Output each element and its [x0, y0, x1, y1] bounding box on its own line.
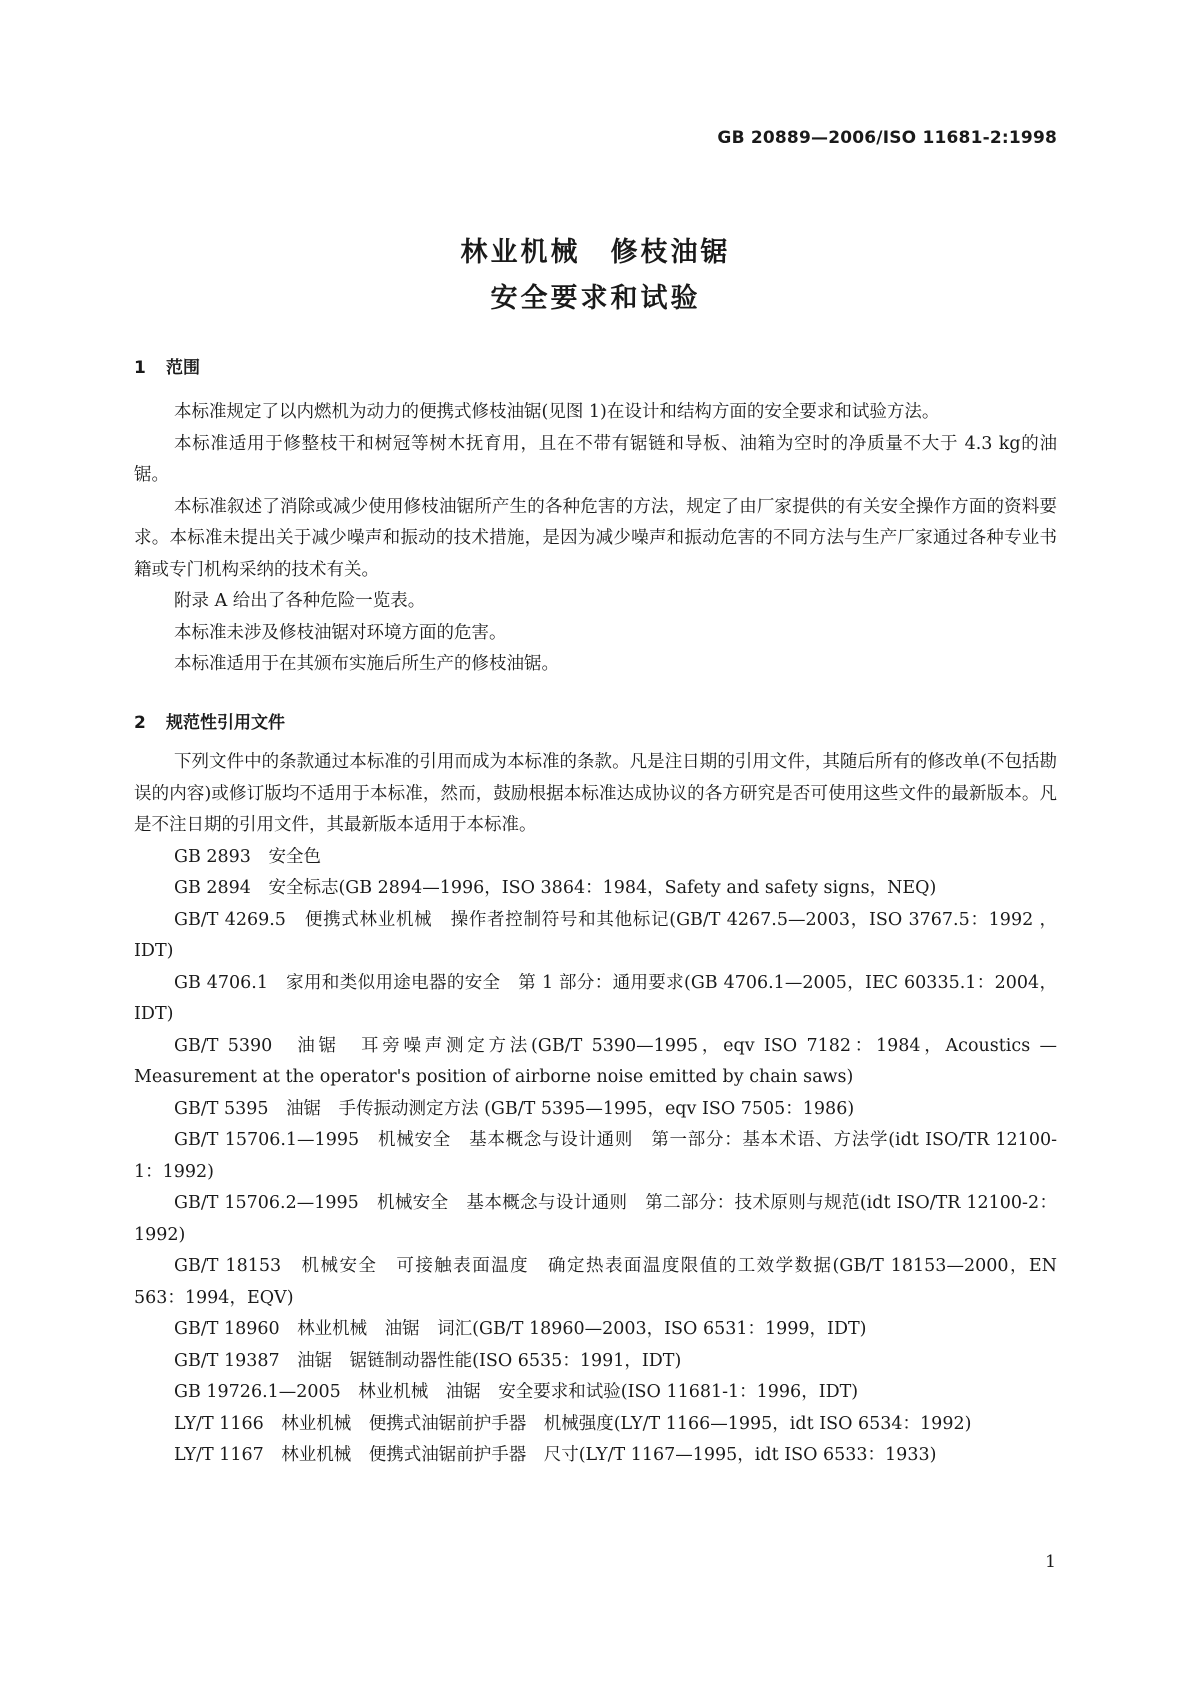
page-title-line1: 林业机械 修枝油锯 [460, 237, 731, 268]
section-number: 1 [134, 358, 146, 378]
reference-item: GB/T 18960 林业机械 油锯 词汇(GB/T 18960—2003，ISO 6531：1999，IDT) [174, 1319, 867, 1339]
reference-item: GB/T 5395 油锯 手传振动测定方法 (GB/T 5395—1995，eqv ISO 7505：1986) [174, 1098, 855, 1119]
paragraph: 附录 A 给出了各种危险一览表。 [174, 591, 426, 611]
reference-item: GB/T 18153 机械安全 可接触表面温度 确定热表面温度限值的工效学数据(GB/T 18153—2000，EN 563：1994，EQV) [134, 1256, 1057, 1308]
section-1-body [134, 397, 1057, 681]
reference-item: GB/T 19387 油锯 锯链制动器性能(ISO 6535：1991，IDT) [174, 1350, 682, 1371]
section-2-body [134, 747, 1057, 1472]
section-title: 范围 [166, 358, 200, 378]
paragraph: 本标准规定了以内燃机为动力的便携式修枝油锯(见图 1)在设计和结构方面的安全要求和试验方法。 [174, 402, 940, 422]
reference-item: GB/T 5390 油锯 耳旁噪声测定方法(GB/T 5390—1995，eqv ISO 7182：1984，Acoustics — Measurement at the operator's position of airborne noise emitted by chain saws) [134, 1035, 1057, 1087]
section-title: 规范性引用文件 [166, 713, 285, 733]
paragraph: 本标准适用于修整枝干和树冠等树木抚育用，且在不带有锯链和导板、油箱为空时的净质量不大于 4.3 kg的油锯。 [134, 433, 1057, 485]
paragraph: 本标准适用于在其颁布实施后所生产的修枝油锯。 [174, 654, 559, 674]
reference-item: GB 19726.1—2005 林业机械 油锯 安全要求和试验(ISO 11681-1：1996，IDT) [174, 1382, 859, 1402]
reference-item: GB/T 4269.5 便携式林业机械 操作者控制符号和其他标记(GB/T 4267.5—2003，ISO 3767.5：1992 ，IDT) [134, 909, 1057, 961]
reference-item: GB 4706.1 家用和类似用途电器的安全 第 1 部分：通用要求(GB 4706.1—2005，IEC 60335.1：2004，IDT) [134, 972, 1057, 1024]
paragraph: 本标准未涉及修枝油锯对环境方面的危害。 [174, 622, 507, 643]
section-number: 2 [134, 713, 146, 733]
reference-item: GB/T 15706.1—1995 机械安全 基本概念与设计通则 第一部分：基本术语、方法学(idt ISO/TR 12100-1：1992) [134, 1130, 1057, 1182]
paragraph: 下列文件中的条款通过本标准的引用而成为本标准的条款。凡是注日期的引用文件，其随后所有的修改单(不包括勘误的内容)或修订版均不适用于本标准，然而，鼓励根据本标准达成协议的各方研究是否可使用这些文件的最新版本。凡是不注日期的引用文件，其最新版本适用于本标准。 [134, 752, 1057, 835]
standard-header: GB 20889—2006/ISO 11681-2:1998 [717, 128, 1057, 148]
reference-item: GB 2894 安全标志(GB 2894—1996，ISO 3864：1984，Safety and safety signs，NEQ) [174, 878, 937, 898]
page-title-line2: 安全要求和试验 [490, 283, 701, 314]
reference-item: GB/T 15706.2—1995 机械安全 基本概念与设计通则 第二部分：技术原则与规范(idt ISO/TR 12100-2：1992) [134, 1193, 1057, 1245]
reference-item: LY/T 1167 林业机械 便携式油锯前护手器 尺寸(LY/T 1167—1995，idt ISO 6533：1933) [174, 1445, 937, 1465]
section-1-heading [134, 353, 200, 378]
reference-item: LY/T 1166 林业机械 便携式油锯前护手器 机械强度(LY/T 1166—1995，idt ISO 6534：1992) [174, 1413, 972, 1434]
section-2-heading [134, 708, 285, 733]
page-number: 1 [1045, 1552, 1056, 1572]
paragraph: 本标准叙述了消除或减少使用修枝油锯所产生的各种危害的方法，规定了由厂家提供的有关安全操作方面的资料要求。本标准未提出关于减少噪声和振动的技术措施，是因为减少噪声和振动危害的不同方法与生产厂家通过各种专业书籍或专门机构采纳的技术有关。 [134, 496, 1057, 580]
reference-item: GB 2893 安全色 [174, 846, 321, 867]
